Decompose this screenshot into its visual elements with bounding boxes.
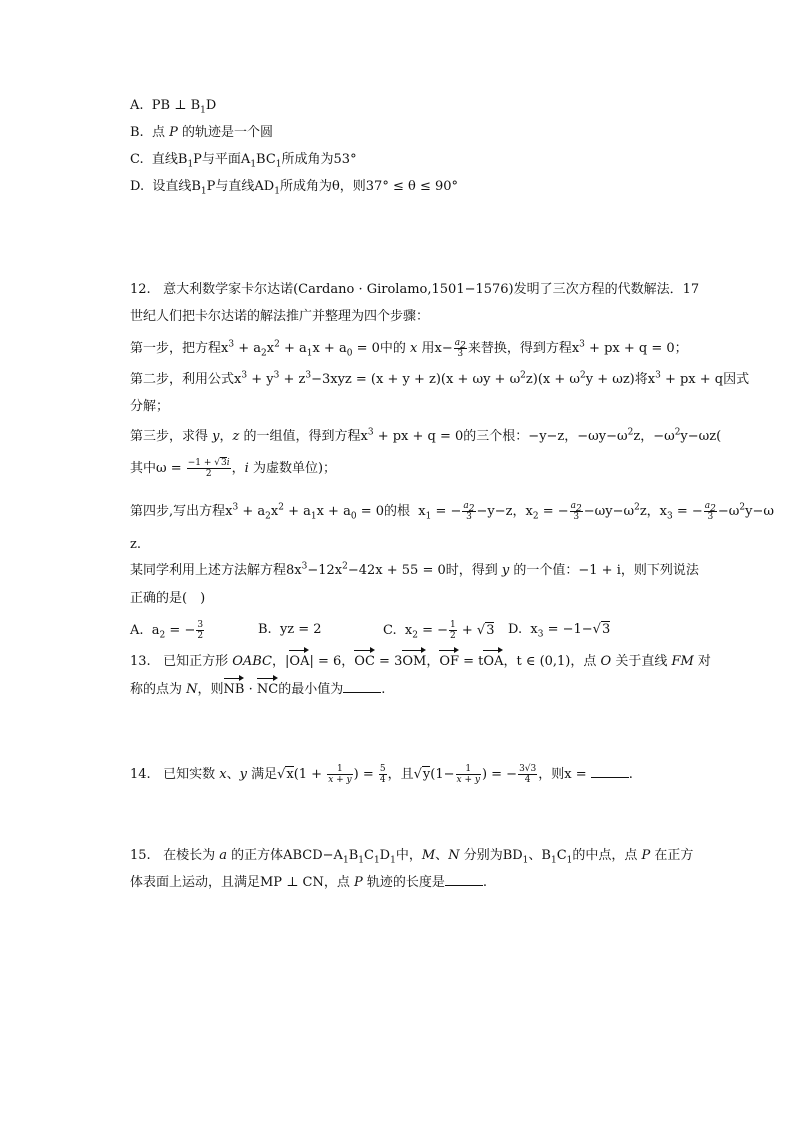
q13-line-2: 称的点为 N，则NB · NC的最小值为 .: [130, 680, 385, 700]
q12-step-3: 第三步，求得 y，z 的一组值，得到方程$x^3$ + px + q = 0的三个根：−y−z，$-\omega y-\omega^2z$，$-\omega^2y-\omega z$(: [130, 427, 722, 444]
q15-line-2: 体表面上运动，且满足MP ⊥ CN，点 P 轨迹的长度是 .: [130, 875, 488, 890]
q12-option-d: D. $x_3 = -1-√3$: [508, 622, 611, 640]
q12-step-4: 第四步,写出方程$x^3 + a_2x^2 + a_1x + a_0 = 0$的根 $x_1$ = − $\frac{a_2}{3}$ −y−z，$x_2$ = − $\frac{a_2}{3}$ $-\omega y-\omega^2z$，$x_3$ = − $\frac{a_2}{3}$ $-\omega^2y-\omega$: [130, 501, 774, 522]
q12-intro-line-1: 12. 意大利数学家卡尔达诺(Cardano · Girolamo,1501−1576)发明了三次方程的代数解法．17: [130, 282, 700, 297]
q11-option-d: D. 设直线$B_1P$与直线$AD_1$所成角为θ，则37° ≤ θ ≤ 90°: [130, 179, 459, 197]
q12-option-c: C. $x_2$ = − $\frac{1}{2}$ + √3: [383, 620, 495, 641]
q13-line-1: 13. 已知正方形 OABC，|OA| = 6，OC = 3OM，OF = tOA，t ∈ (0,1)，点 O 关于直线 FM 对: [130, 652, 711, 672]
q11-option-b: B. 点 P 的轨迹是一个圆: [130, 125, 273, 140]
q14-answer-blank[interactable]: [591, 765, 629, 778]
q12-option-a: A. $a_2$ = − $\frac{3}{2}$: [130, 620, 204, 641]
q11-option-a: A. PB ⊥ $B_1D$: [130, 98, 217, 116]
q12-intro-line-2: 世纪人们把卡尔达诺的解法推广并整理为四个步骤：: [130, 309, 430, 324]
q12-step-3-cont: 其中ω = $\frac{-1 + √3i}{2}$ ，i 为虚数单位)；: [130, 458, 337, 479]
q12-task-line-2: 正确的是( ): [130, 591, 206, 606]
q12-step-2-cont: 分解；: [130, 399, 170, 414]
q11-option-c: C. 直线$B_1P$与平面$A_1BC_1$所成角为53°: [130, 152, 357, 170]
q15-line-1: 15. 在棱长为 a 的正方体$ABCD-A_1B_1C_1D_1$中，M、N 分别为$BD_1$、$B_1C_1$的中点，点 P 在正方: [130, 848, 694, 866]
q12-step-4-cont: z.: [130, 537, 141, 552]
q12-option-b: B. yz = 2: [258, 622, 322, 637]
q12-step-1: 第一步，把方程$x^3 + a_2x^2 + a_1x + a_0 = 0$中的 x 用x− $\frac{a_2}{3}$ 来替换，得到方程$x^3$ + px + q = 0；: [130, 338, 688, 359]
q13-answer-blank[interactable]: [343, 680, 381, 693]
q12-task-line-1: 某同学利用上述方法解方程$8x^3-12x^2-42x + 55 = 0$时，得到 y 的一个值：−1 + i，则下列说法: [130, 561, 699, 578]
q15-answer-blank[interactable]: [445, 873, 483, 886]
q12-step-2: 第二步，利用公式$x^3 + y^3 + z^3-3xyz = (x + y + z)(x + \omega y + \omega^2z)(x + \omega^2y + \omega z)$将$x^3$ + px + q因式: [130, 370, 750, 387]
q14-line-1: 14. 已知实数 x、y 满足√x(1 + $\frac{1}{x + y}$ ) = $\frac{5}{4}$ ，且√y(1− $\frac{1}{x + y}$ ) = − $\frac{3√3}{4}$ ，则x = .: [130, 764, 633, 785]
